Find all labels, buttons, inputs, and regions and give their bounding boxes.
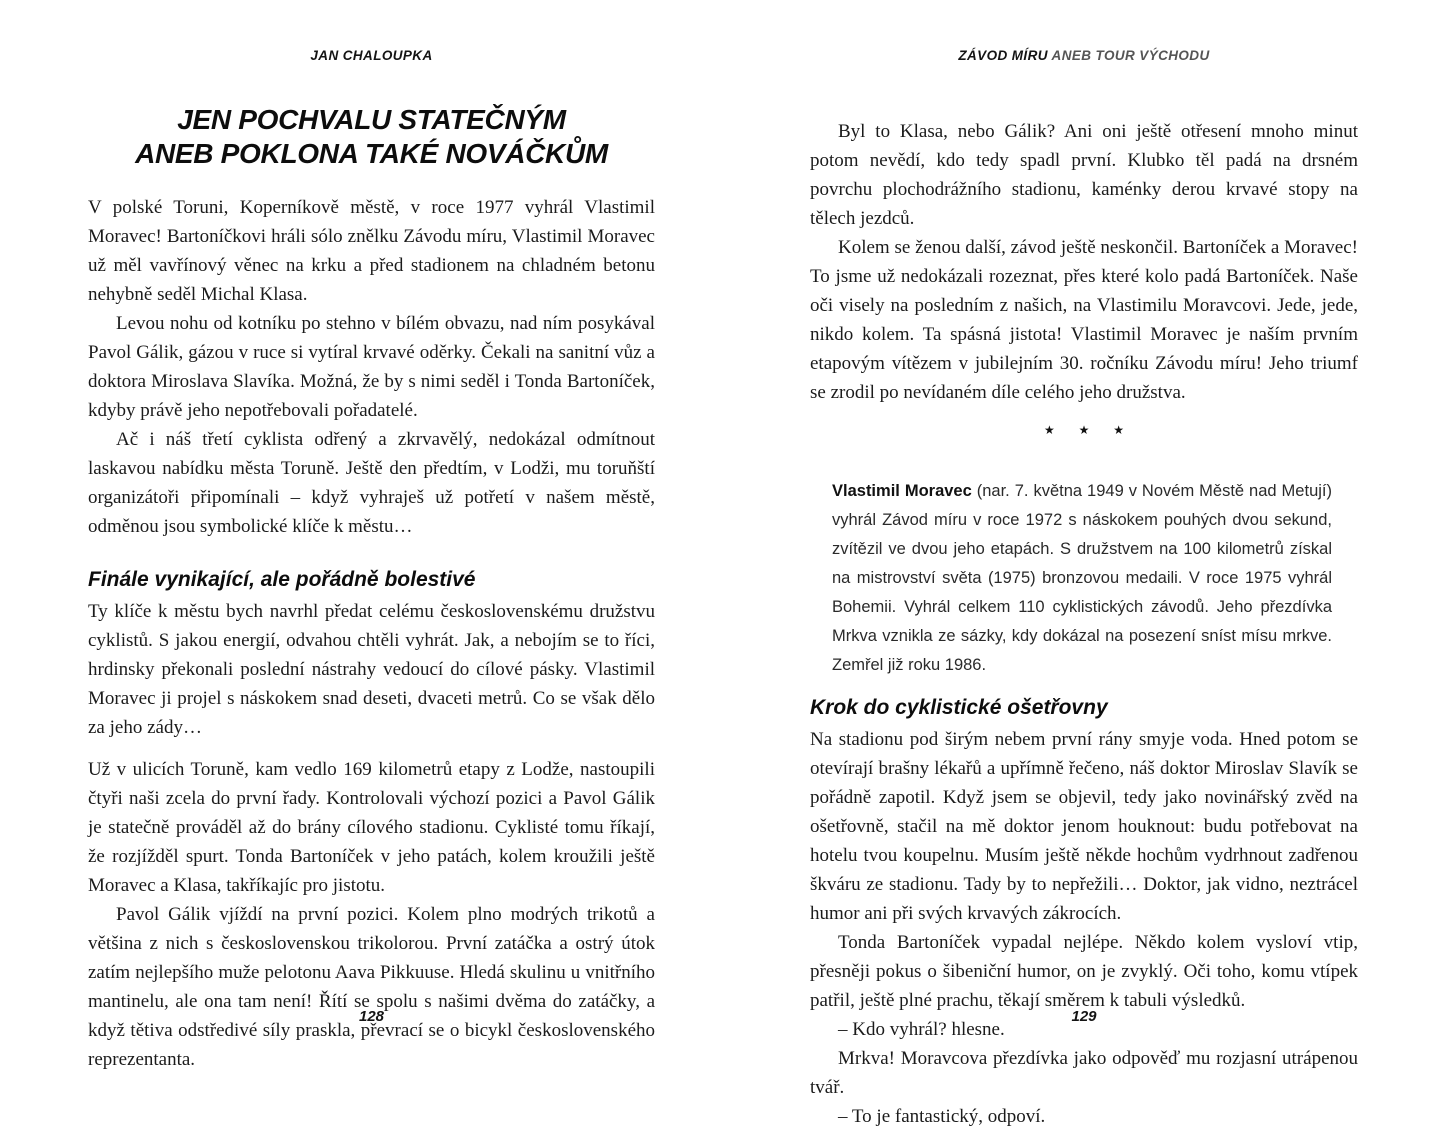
paragraph: Už v ulicích Toruně, kam vedlo 169 kilometrů etapy z Lodže, nastoupili čtyři naši zcela do první řady. Kontrolovali výchozí pozici a Pavol Gálik je statečně prováděl až do brány cílového stadionu. Cyklisté tomu říkají, že rozjížděl spurt. Tonda Bartoníček v jeho patách, kolem kroužili ještě Moravec a Klasa, takříkajíc pro jistotu.	[88, 759, 655, 896]
chapter-title	[88, 103, 655, 171]
paragraph-dialogue: – To je fantastický, odpoví.	[838, 1106, 1046, 1127]
subheading-finale: Finále vynikající, ale pořádně bolestivé	[88, 568, 476, 591]
left-body-section2	[88, 597, 655, 1074]
running-head-book-title	[810, 48, 1358, 63]
page-number-left: 128	[358, 1008, 385, 1025]
bio-text: (nar. 7. května 1949 v Novém Městě nad Metují) vyhrál Závod míru v roce 1972 s náskokem pouhých dvou sekund, zvítězil ve dvou jeho etapách. S družstvem na 100 kilometrů získal na mistrovství světa (1975) bronzovou medaili. V roce 1975 vyhrál Bohemii. Vyhrál celkem 110 cyklistických závodů. Jeho přezdívka Mrkva vznikla ze sázky, kdy dokázal na posezení sníst mísu mrkve. Zemřel již roku 1986.	[832, 482, 1332, 674]
book-title-bold: ZÁVOD MÍRU	[958, 48, 1048, 63]
running-head-author	[88, 48, 655, 63]
subheading-osetrovna: Krok do cyklistické ošetřovny	[810, 696, 1108, 719]
stars-separator-icon: ★ ★ ★	[1044, 423, 1134, 437]
paragraph: Tonda Bartoníček vypadal nejlépe. Někdo kolem vysloví vtip, přesněji pokus o šibeniční humor, on je zvyklý. Oči toho, komu vtípek patřil, ještě plné prachu, těkají směrem k tabuli výsledků.	[810, 932, 1358, 1011]
paragraph: Ač i náš třetí cyklista odřený a zkrvavělý, nedokázal odmítnout laskavou nabídku města Toruně. Ještě den předtím, v Lodži, mu toruňští organizátoři připomínali – když vyhraješ už potřetí v našem městě, odměnou jsou symbolické klíče k městu…	[88, 429, 655, 537]
author-name: JAN CHALOUPKA	[310, 48, 433, 63]
paragraph: Byl to Klasa, nebo Gálik? Ani oni ještě otřesení mnoho minut potom nevědí, kdo tedy spadl první. Klubko těl padá na drsném povrchu plochodrážního stadionu, kaménky derou krvavé stopy na tělech jezdců.	[810, 121, 1358, 229]
bio-name: Vlastimil Moravec	[832, 482, 972, 500]
paragraph-dialogue: – Kdo vyhrál? hlesne.	[838, 1019, 1005, 1040]
paragraph: Levou nohu od kotníku po stehno v bílém obvazu, nad ním posykával Pavol Gálik, gázou v ruce si vytíral krvavé oděrky. Čekali na sanitní vůz a doktora Miroslava Slavíka. Možná, že by s nimi seděl i Tonda Bartoníček, kdyby právě jeho nepotřebovali pořadatelé.	[88, 313, 655, 421]
bio-paragraph	[832, 477, 1332, 680]
right-body-section2	[810, 725, 1358, 1131]
paragraph: Pavol Gálik vjíždí na první pozici. Kolem plno modrých trikotů a většina z nich s československou trikolorou. První zatáčka a ostrý útok zatím nejlepšího muže pelotonu Aava Pikkuuse. Hledá skulinu u vnitřního mantinelu, ale ona tam není! Řítí se spolu s našimi dvěma do zatáčky, a když tětiva odstředivé síly praskla, převrací se o bicykl československého reprezentanta.	[88, 904, 655, 1070]
paragraph: Ty klíče k městu bych navrhl předat celému československému družstvu cyklistů. S jakou energií, odvahou chtěli vyhrát. Jak, a nebojím se to říci, hrdinsky překonali poslední nástrahy vedoucí do cílové pásky. Vlastimil Moravec ji projel s náskokem snad deseti, dvaceti metrů. Co se však dělo za jeho zády…	[88, 601, 655, 738]
book-title-subtitle: ANEB TOUR VÝCHODU	[1051, 48, 1210, 63]
paragraph: Na stadionu pod širým nebem první rány smyje voda. Hned potom se otevírají brašny lékařů a upřímně řečeno, náš doktor Miroslav Slavík se pořádně zapotil. Když jsem se objevil, tedy jako novinářský zvěd na ošetřovně, stačil na mě doktor jenom houknout: budu potřebovat na hotelu tvou koupelnu. Musím ještě někde hochům vydrhnout zadřenou škváru ze stadionu. Tady by to nepřežili… Doktor, jak vidno, neztrácel humor ani při svých krvavých zákrocích.	[810, 729, 1358, 924]
page-number-right: 129	[1071, 1008, 1097, 1025]
paragraph-dialogue: Mrkva! Moravcova přezdívka jako odpověď mu rozjasní utrápenou tvář.	[810, 1048, 1358, 1098]
bio-block-vlastimil-moravec	[832, 477, 1332, 680]
chapter-title-line1: JEN POCHVALU STATEČNÝM	[177, 104, 566, 135]
page-left	[88, 0, 655, 1074]
page-right	[810, 0, 1358, 1131]
chapter-title-line2: ANEB POKLONA TAKÉ NOVÁČKŮM	[135, 138, 608, 169]
left-body-section1	[88, 193, 655, 541]
paragraph: Kolem se ženou další, závod ještě neskončil. Bartoníček a Moravec! To jsme už nedokázali rozeznat, přes které kolo padá Bartoníček. Naše oči visely na posledním z našich, na Vlastimilu Moravcovi. Jede, jede, nikdo kolem. Ta spásná jistota! Vlastimil Moravec je naším prvním etapovým vítězem v jubilejním 30. ročníku Závodu míru! Jeho triumf se zrodil po nevídaném díle celého jeho družstva.	[810, 237, 1358, 403]
right-body-section1	[810, 117, 1358, 407]
paragraph: V polské Toruni, Koperníkově městě, v roce 1977 vyhrál Vlastimil Moravec! Bartoníčkovi hráli sólo znělku Závodu míru, Vlastimil Moravec už měl vavřínový věnec na krku a před stadionem na chladném betonu nehybně seděl Michal Klasa.	[88, 197, 655, 305]
